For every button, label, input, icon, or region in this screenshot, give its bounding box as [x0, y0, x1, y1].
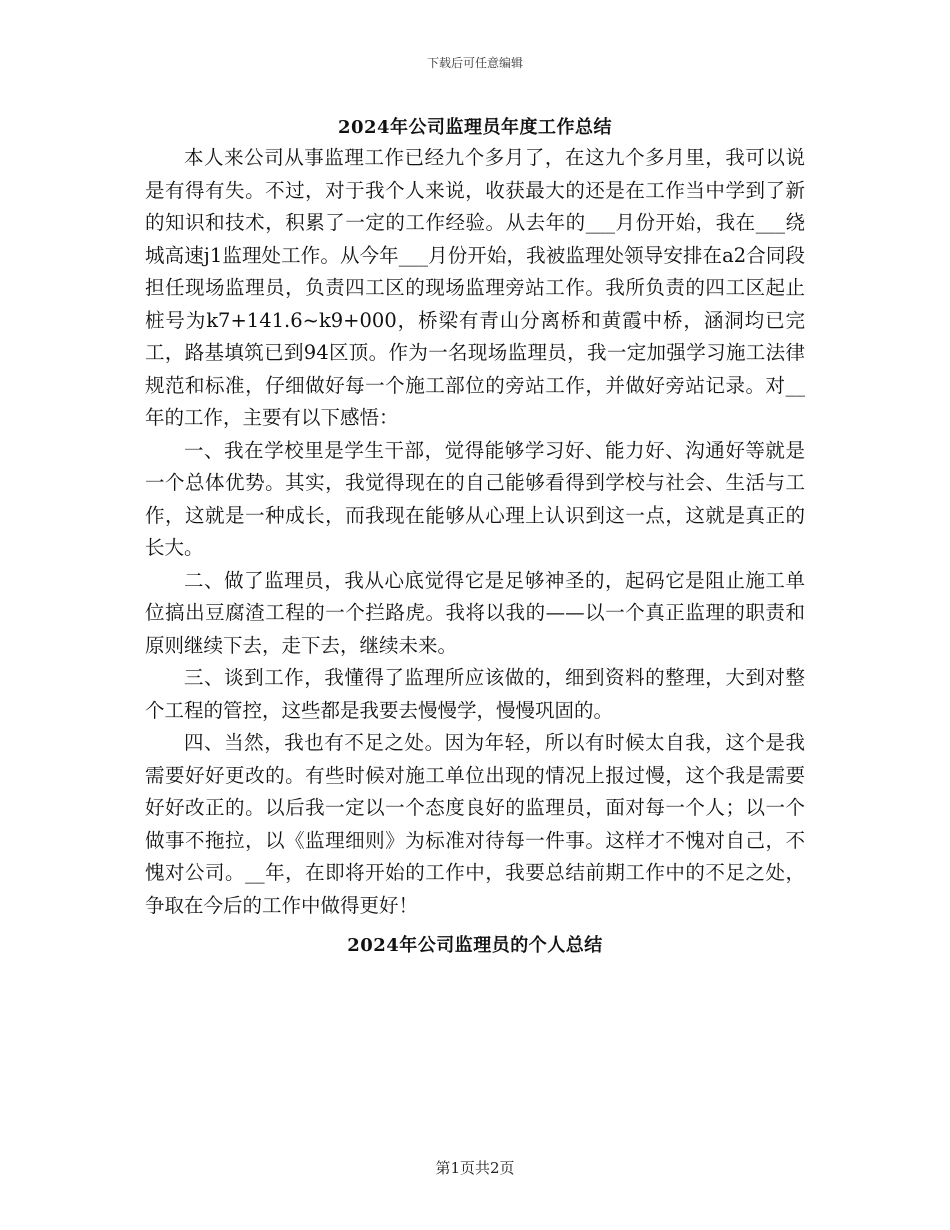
- document-title: 2024年公司监理员年度工作总结: [337, 117, 613, 138]
- paragraph-point-1: 一、我在学校里是学生干部，觉得能够学习好、能力好、沟通好等就是一个总体优势。其实，我觉得现在的自己能够看得到学校与社会、生活与工作，这就是一种成长，而我现在能够从心理上认识到这一点，这就是真正的长大。: [145, 438, 805, 559]
- page-header-note: 下载后可任意编辑: [426, 56, 523, 70]
- paragraph-point-2: 二、做了监理员，我从心底觉得它是足够神圣的，起码它是阻止施工单位搞出豆腐渣工程的一个拦路虎。我将以我的——以一个真正监理的职责和原则继续下去，走下去，继续未来。: [145, 568, 805, 657]
- document-body: [145, 114, 805, 960]
- page-number: 第1页共2页: [435, 1159, 515, 1177]
- paragraph-point-4: 四、当然，我也有不足之处。因为年轻，所以有时候太自我，这个是我需要好好更改的。有些时候对施工单位出现的情况上报过慢，这个我是需要好好改正的。以后我一定以一个态度良好的监理员，面对每一个人；以一个做事不拖拉，以《监理细则》为标准对待每一件事。这样才不愧对自己，不愧对公司。__年，在即将开始的工作中，我要总结前期工作中的不足之处，争取在今后的工作中做得更好！: [145, 731, 805, 917]
- paragraph-point-3: 三、谈到工作，我懂得了监理所应该做的，细到资料的整理，大到对整个工程的管控，这些都是我要去慢慢学，慢慢巩固的。: [145, 666, 805, 722]
- next-section-title: 2024年公司监理员的个人总结: [347, 935, 603, 956]
- paragraph-intro: 本人来公司从事监理工作已经九个多月了，在这九个多月里，我可以说是有得有失。不过，对于我个人来说，收获最大的还是在工作当中学到了新的知识和技术，积累了一定的工作经验。从去年的___月份开始，我在___绕城高速j1监理处工作。从今年___月份开始，我被监理处领导安排在a2合同段担任现场监理员，负责四工区的现场监理旁站工作。我所负责的四工区起止桩号为k7+141.6~k9+000，桥梁有青山分离桥和黄霞中桥，涵洞均已完工，路基填筑已到94区顶。作为一名现场监理员，我一定加强学习施工法律规范和标准，仔细做好每一个施工部位的旁站工作，并做好旁站记录。对__年的工作，主要有以下感悟：: [145, 146, 805, 429]
